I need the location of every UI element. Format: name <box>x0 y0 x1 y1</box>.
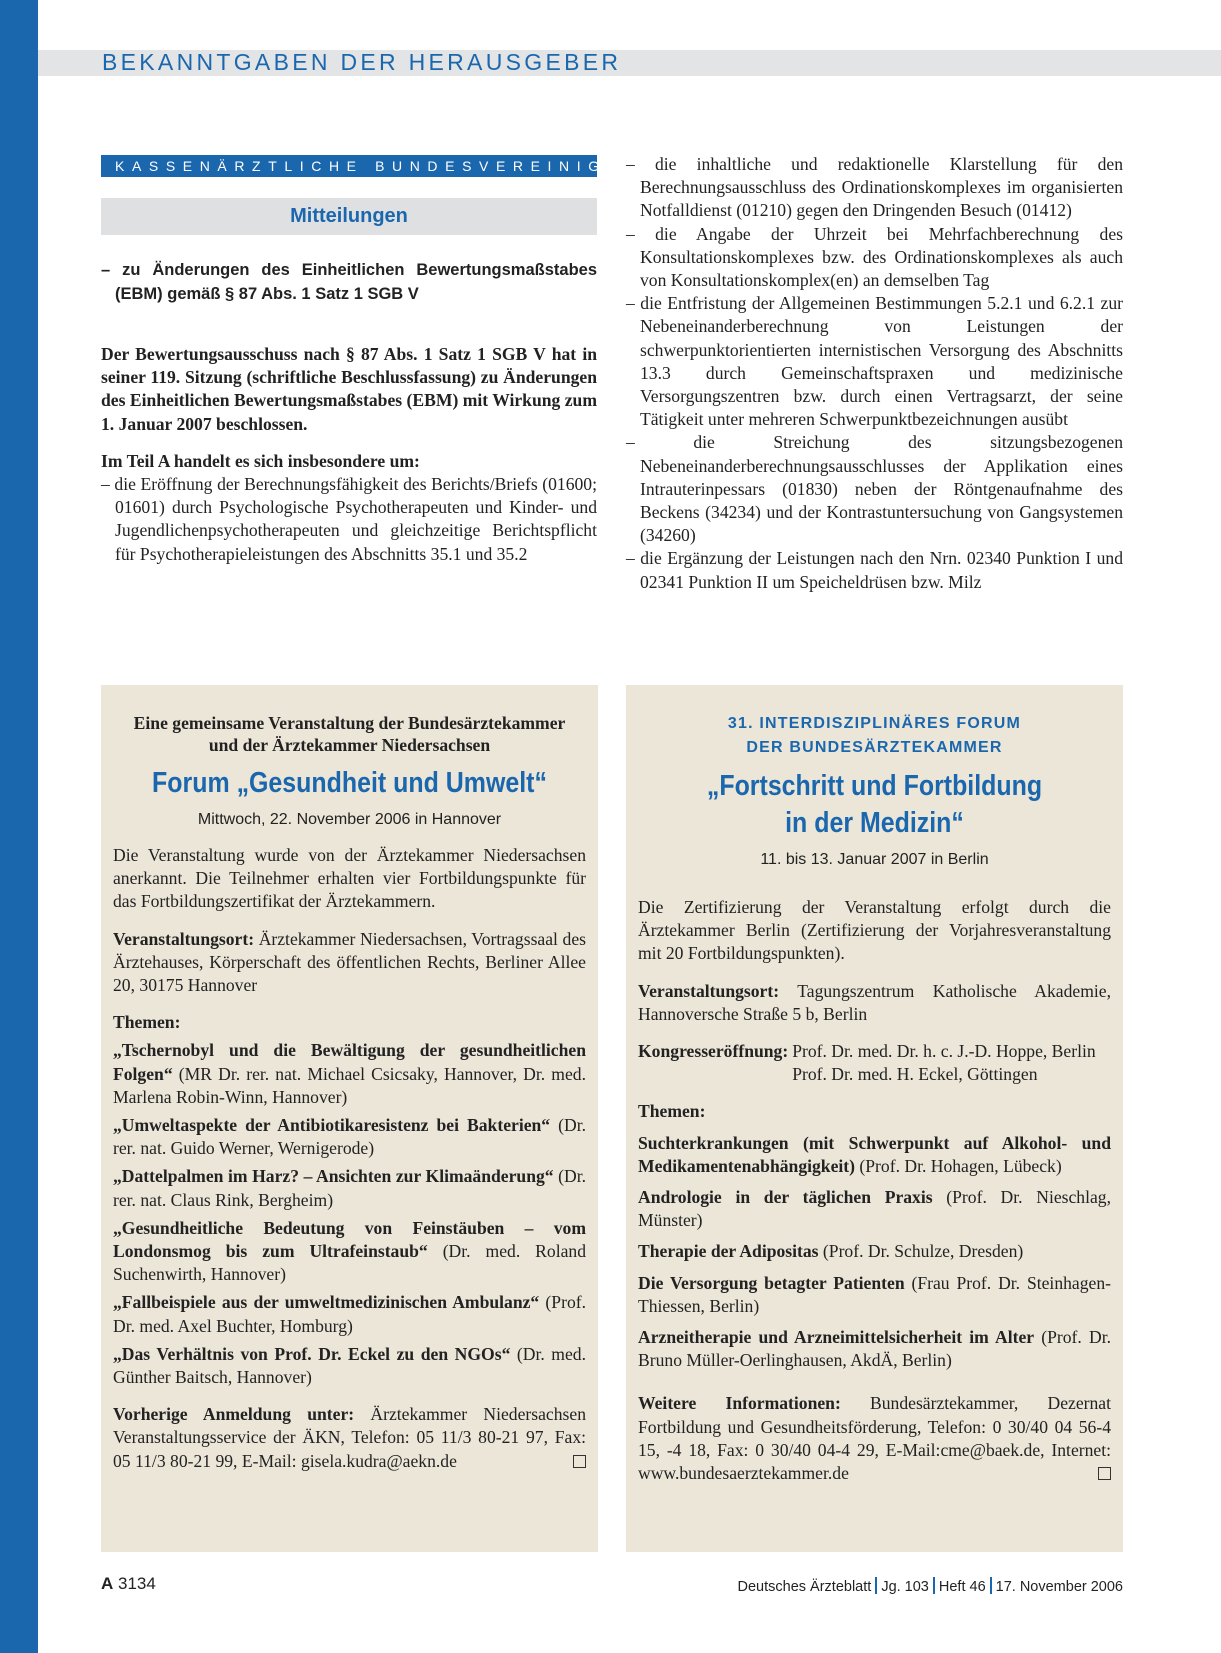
article-right-column <box>626 153 1123 594</box>
event-box-forum-umwelt <box>101 685 598 1552</box>
venue-label: Veranstaltungsort: <box>113 928 255 949</box>
topic-title: Andrologie in der täglichen Praxis <box>638 1187 933 1208</box>
topic-item <box>638 1132 1111 1178</box>
journal-footer <box>738 1577 1123 1595</box>
topic-title: „Fallbeispiele aus der umweltmedizinischen Ambulanz“ <box>113 1292 540 1313</box>
article-left-column <box>101 155 661 566</box>
topic-speaker: (Frau Prof. Dr. Steinhagen-Thiessen, Berlin) <box>638 1272 1111 1316</box>
venue-text: Tagungszentrum Katholische Akademie, Hannoversche Straße 5 b, Berlin <box>638 980 1111 1024</box>
kbv-label-bar: KASSENÄRZTLICHE BUNDESVEREINIGUNG <box>101 155 597 177</box>
event-intro-line: und der Ärztekammer Niedersachsen <box>208 735 491 755</box>
topic-item <box>113 1343 586 1389</box>
topic-item <box>113 1114 586 1160</box>
event-date: 11. bis 13. Januar 2007 in Berlin <box>760 851 989 868</box>
topic-speaker: (Dr. rer. nat. Guido Werner, Wernigerode) <box>113 1115 586 1159</box>
event-title-line: in der Medizin“ <box>785 807 964 839</box>
topic-speaker: (Dr. med. Roland Suchenwirth, Hannover) <box>113 1241 587 1285</box>
themen-heading: Themen: <box>638 1101 706 1122</box>
topic-item <box>638 1272 1111 1318</box>
topic-title: Therapie der Adipositas <box>638 1241 819 1262</box>
event-box-interdisziplinaeres-forum <box>626 685 1123 1552</box>
list-item: – die Streichung des sitzungsbezogenen Nebeneinanderberechnungsausschlusses der Applikation eines Intrauterinpessars (01830) neben der Röntgenaufnahme des Beckens (34234) und der Kontrastuntersuchung von Gangsystemen (34260) <box>626 432 1123 546</box>
further-info <box>638 1392 1111 1485</box>
registration-info <box>113 1403 586 1473</box>
topic-speaker: (Dr. med. Günther Baitsch, Hannover) <box>113 1343 586 1388</box>
journal-date: 17. November 2006 <box>995 1579 1123 1595</box>
page-number <box>101 1574 156 1594</box>
page-number-value: 3134 <box>113 1574 156 1593</box>
topic-speaker: (Prof. Dr. med. Axel Buchter, Homburg) <box>113 1292 586 1336</box>
topic-title: „Dattelpalmen im Harz? – Ansichten zur Klimaänderung“ <box>113 1166 554 1187</box>
topic-speaker: (Prof. Dr. Schulze, Dresden) <box>818 1241 1024 1262</box>
topic-speaker: (Prof. Dr. Hohagen, Lübeck) <box>855 1155 1062 1176</box>
kongress-speaker: Prof. Dr. med. Dr. h. c. J.-D. Hoppe, Berlin <box>792 1041 1096 1062</box>
topic-title: „Tschernobyl und die Bewältigung der gesundheitlichen Folgen“ <box>113 1040 586 1084</box>
topic-title: Die Versorgung betagter Patienten <box>638 1272 905 1293</box>
event-title: Forum „Gesundheit und Umwelt“ <box>152 767 547 799</box>
event-intro <box>113 685 586 756</box>
topic-item <box>113 1291 586 1337</box>
footer-separator <box>875 1577 877 1594</box>
registration-label: Vorherige Anmeldung unter: <box>113 1404 355 1425</box>
article-lead: Der Bewertungsausschuss nach § 87 Abs. 1 Satz 1 SGB V hat in seiner 119. Sitzung (schriftliche Beschlussfassung) zu Änderungen des Einheitlichen Bewertungsmaßstabes (EBM) mit Wirkung zum 1. Januar 2007 beschlossen. <box>101 344 597 434</box>
event-venue <box>113 928 586 998</box>
list-item: – die Ergänzung der Leistungen nach den Nrn. 02340 Punktion I und 02341 Punktion II um Speicheldrüsen bzw. Milz <box>626 548 1123 592</box>
event-intro-line: Eine gemeinsame Veranstaltung der Bundesärztekammer <box>133 713 566 733</box>
footer-separator <box>990 1577 992 1594</box>
page-prefix: A <box>101 1574 114 1593</box>
kongress-label: Kongresseröffnung: <box>638 1041 789 1062</box>
kongress-opening <box>638 1040 1111 1086</box>
topic-title: „Das Verhältnis von Prof. Dr. Eckel zu den NGOs“ <box>113 1343 511 1364</box>
end-square-icon <box>1098 1467 1111 1480</box>
event-kicker-line: DER BUNDESÄRZTEKAMMER <box>746 739 1003 756</box>
topic-speaker: (Dr. rer. nat. Claus Rink, Bergheim) <box>113 1166 587 1210</box>
event-title <box>671 768 1078 842</box>
section-header: BEKANNTGABEN DER HERAUSGEBER <box>102 49 622 75</box>
event-title-line: „Fortschritt und Fortbildung <box>706 770 1043 802</box>
topic-speaker: (MR Dr. rer. nat. Michael Csicsaky, Hannover, Dr. med. Marlena Robin-Winn, Hannover) <box>113 1063 586 1107</box>
topic-item <box>113 1039 586 1109</box>
event-kicker-line: 31. INTERDISZIPLINÄRES FORUM <box>727 715 1022 732</box>
list-item: – die Eröffnung der Berechnungsfähigkeit des Berichts/Briefs (01600; 01601) durch Psychologische Psychotherapeuten und Kinder- und Jugendlichenpsychotherapeuten und gleichzeitige Berichtspflicht für Psychotherapieleistungen des Abschnitts 35.1 und 35.2 <box>101 474 597 564</box>
footer-separator <box>933 1577 935 1594</box>
event-venue <box>638 980 1111 1026</box>
mitteilungen-title: Mitteilungen <box>101 198 597 235</box>
venue-text: Ärztekammer Niedersachsen, Vortragssaal des Ärztehauses, Körperschaft des öffentlichen Rechts, Berliner Allee 20, 30175 Hannover <box>113 928 586 996</box>
venue-label: Veranstaltungsort: <box>638 980 780 1001</box>
kongress-speakers <box>788 1040 1095 1086</box>
list-item: – die inhaltliche und redaktionelle Klarstellung für den Berechnungsausschluss des Ordinationskomplexes im organisierten Notfalldienst (01210) gegen den Dringenden Besuch (01412) <box>626 154 1123 221</box>
topic-speaker: (Prof. Dr. Bruno Müller-Oerlinghausen, AkdÄ, Berlin) <box>638 1327 1111 1371</box>
left-accent-bar <box>0 0 38 1653</box>
themen-heading: Themen: <box>113 1012 181 1033</box>
article-subhead: – zu Änderungen des Einheitlichen Bewertungsmaßstabes (EBM) gemäß § 87 Abs. 1 Satz 1 SGB V <box>101 261 597 303</box>
registration-text: Ärztekammer Niedersachsen Veranstaltungsservice der ÄKN, Telefon: 05 11/3 80-21 97, Fax: 05 11/3 80-21 99, E-Mail: gisela.kudra@aekn.de <box>113 1404 586 1471</box>
event-description: Die Veranstaltung wurde von der Ärztekammer Niedersachsen anerkannt. Die Teilnehmer erhalten vier Fortbildungspunkte für das Fortbildungszertifikat der Ärztekammern. <box>113 845 586 912</box>
end-square-icon <box>573 1455 586 1468</box>
event-date: Mittwoch, 22. November 2006 in Hannover <box>197 811 502 828</box>
topic-title: „Gesundheitliche Bedeutung von Feinstäuben – vom Londonsmog bis zum Ultrafeinstaub“ <box>113 1217 586 1262</box>
journal-issue: Heft 46 <box>938 1579 986 1595</box>
topic-item <box>638 1240 1111 1263</box>
topic-item <box>113 1165 586 1211</box>
kongress-speaker: Prof. Dr. med. H. Eckel, Göttingen <box>792 1064 1038 1085</box>
info-label: Weitere Informationen: <box>638 1393 841 1414</box>
topic-title: Arzneitherapie und Arzneimittelsicherheit im Alter <box>638 1327 1035 1348</box>
teil-a-heading: Im Teil A handelt es sich insbesondere um: <box>101 450 420 471</box>
info-text: Bundesärztekammer, Dezernat Fortbildung und Gesundheitsförderung, Telefon: 0 30/40 04 56-4 15, -4 18, Fax: 0 30/40 04-4 29, E-Mail:cme@baek.de, Internet: www.bundesaerztekammer.de <box>638 1393 1111 1484</box>
list-item: – die Entfristung der Allgemeinen Bestimmungen 5.2.1 und 6.2.1 zur Nebeneinanderberechnung von Leistungen der schwerpunktorientierten internistischen Versorgung des Abschnitts 13.3 durch Gemeinschaftspraxen und medizinische Versorgungszentren bzw. durch einen Vertragsarzt, der seine Tätigkeit unter mehreren Schwerpunktbezeichnungen ausübt <box>626 293 1123 430</box>
topic-title: Suchterkrankungen (mit Schwerpunkt auf Alkohol- und Medikamentenabhängigkeit) <box>638 1132 1111 1176</box>
list-item: – die Angabe der Uhrzeit bei Mehrfachberechnung des Konsultationskomplexes bzw. des Ordinationskomplexes als auch von Konsultationskomplex(en) an demselben Tag <box>626 223 1123 291</box>
event-kicker <box>638 685 1111 760</box>
topic-speaker: (Prof. Dr. Nieschlag, Münster) <box>638 1187 1111 1231</box>
topic-item <box>638 1186 1111 1232</box>
topic-item <box>638 1326 1111 1372</box>
journal-volume: Jg. 103 <box>881 1579 929 1595</box>
journal-name: Deutsches Ärzteblatt <box>737 1579 872 1595</box>
topic-title: „Umweltaspekte der Antibiotikaresistenz bei Bakterien“ <box>113 1115 551 1136</box>
event-description: Die Zertifizierung der Veranstaltung erfolgt durch die Ärztekammer Berlin (Zertifizierung der Vorjahresveranstaltung mit 20 Fortbildungspunkten). <box>638 897 1111 964</box>
topic-item <box>113 1217 586 1287</box>
